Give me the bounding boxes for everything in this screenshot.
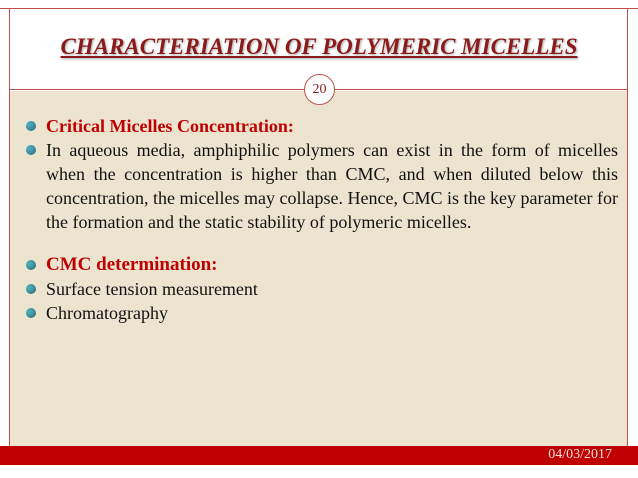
- bullet-icon: [26, 308, 36, 318]
- bullet-icon: [26, 284, 36, 294]
- footer-strip: [0, 465, 638, 478]
- bullet-text: In aqueous media, amphiphilic polymers can exist in the form of micelles when the concentration is higher than CMC, and when diluted below this concentration, the micelles may collapse. Hence, CMC is the key parameter for the formation and the static stability of polymeric micelles.: [46, 140, 618, 232]
- bullet-item: [18, 114, 618, 138]
- bullet-text: Critical Micelles Concentration:: [46, 116, 294, 136]
- bullet-list: [18, 114, 618, 325]
- bullet-text: Surface tension measurement: [46, 279, 258, 299]
- footer-bar: [0, 446, 638, 465]
- bullet-icon: [26, 145, 36, 155]
- bullet-icon: [26, 260, 36, 270]
- slide-date: 04/03/2017: [548, 447, 612, 462]
- bullet-text: CMC determination:: [46, 254, 218, 275]
- bullet-item: [18, 138, 618, 234]
- page-number-badge: 20: [304, 74, 335, 105]
- bullet-item: [18, 277, 618, 301]
- bullet-icon: [26, 121, 36, 131]
- spacer: [18, 234, 618, 253]
- bullet-item: [18, 253, 618, 277]
- slide-title: CHARACTERIATION OF POLYMERIC MICELLES: [60, 34, 578, 59]
- bullet-text: Chromatography: [46, 303, 168, 323]
- bullet-item: [18, 301, 618, 325]
